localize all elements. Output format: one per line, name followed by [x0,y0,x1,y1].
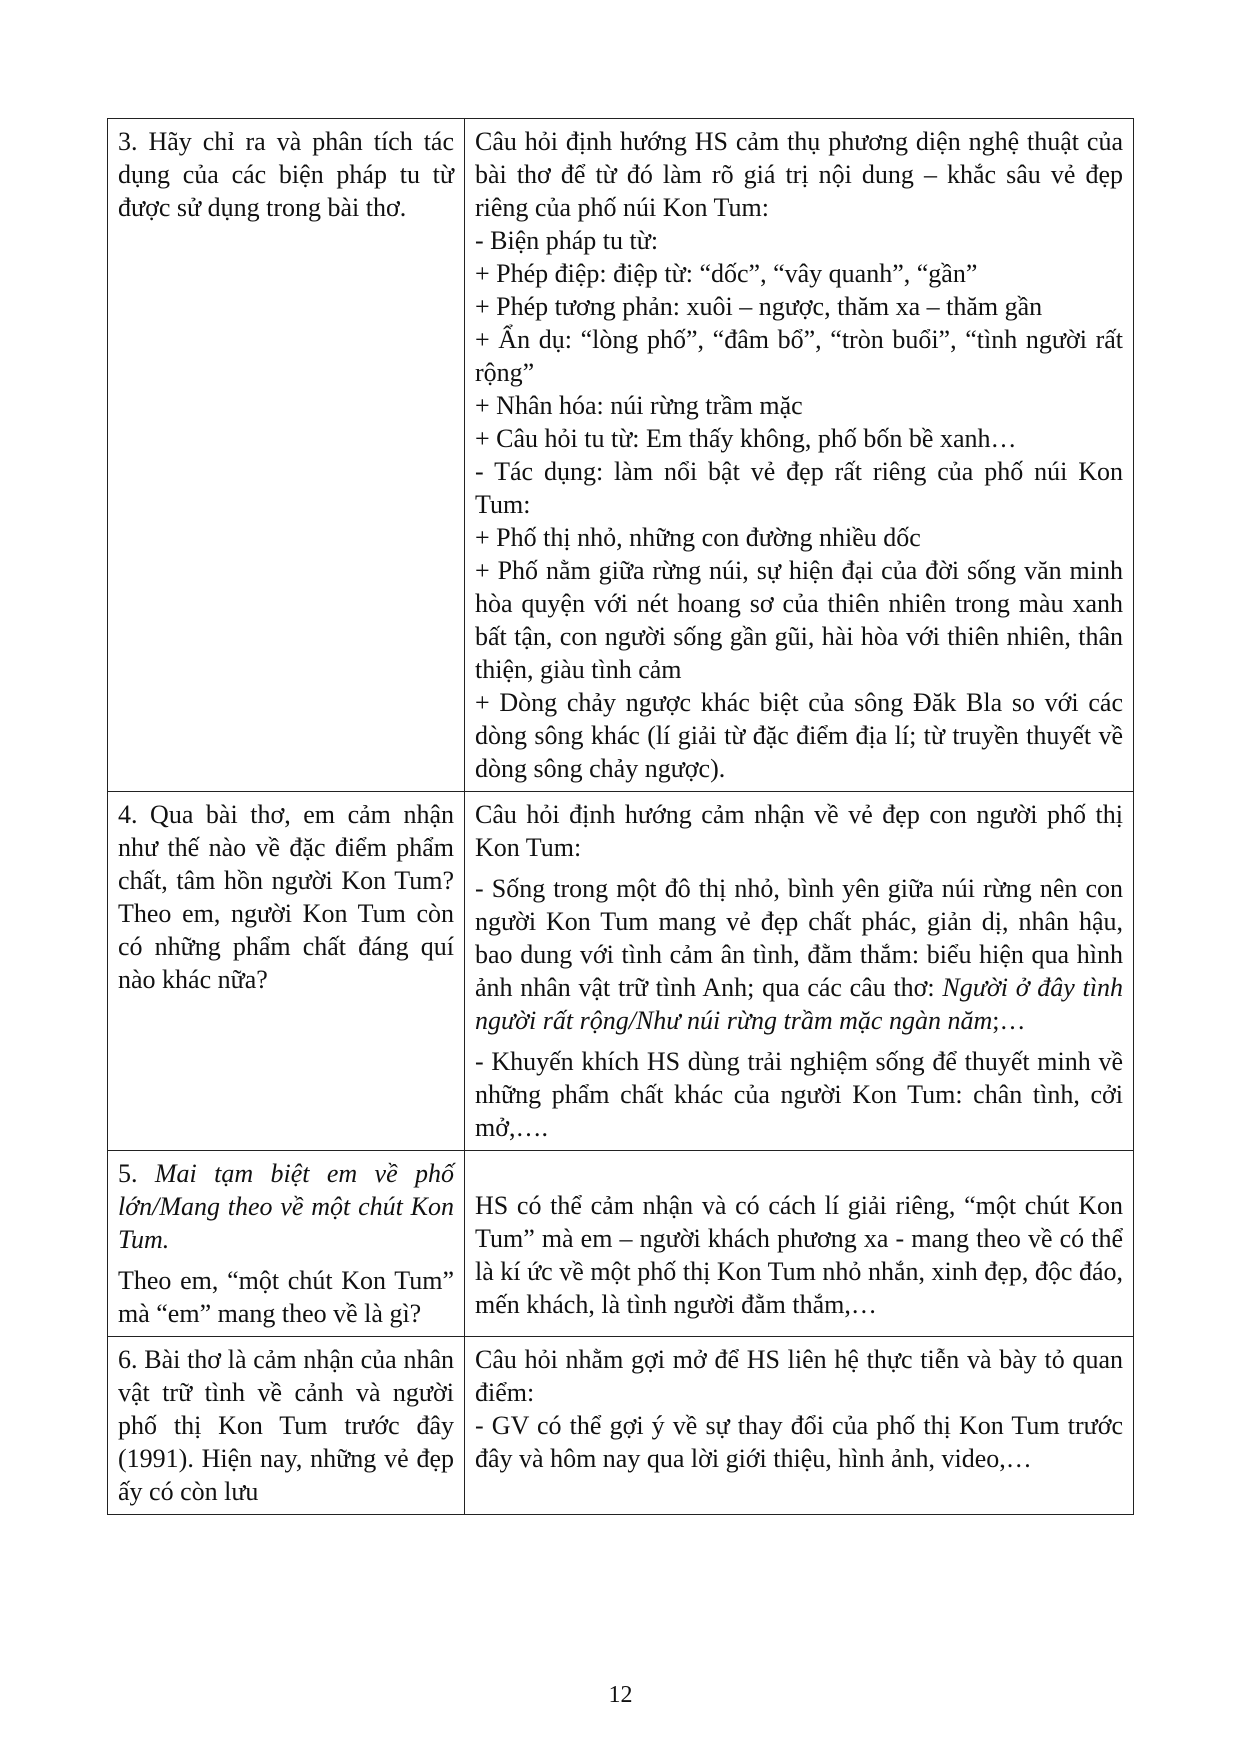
table-row [108,1337,1134,1515]
answer-cell [465,792,1134,1151]
question-cell [108,1151,465,1337]
answer-line: + Nhân hóa: núi rừng trầm mặc [475,391,803,420]
answer-cell [465,1151,1134,1337]
table-row [108,1151,1134,1337]
table-row [108,792,1134,1151]
question-cell [108,1337,465,1515]
answer-line: Câu hỏi định hướng HS cảm thụ phương diện nghệ thuật của bài thơ để từ đó làm rõ giá trị nội dung – khắc sâu vẻ đẹp riêng của phố núi Kon Tum: [475,127,1123,222]
question-text: 3. Hãy chỉ ra và phân tích tác dụng của các biện pháp tu từ được sử dụng trong bài thơ. [118,127,454,222]
answer-quote: Người ở đây tình người rất rộng/Như núi rừng trầm mặc ngàn năm [475,973,1123,1035]
question-cell [108,119,465,792]
question-text: 6. Bài thơ là cảm nhận của nhân vật trữ tình về cảnh và người phố thị Kon Tum trước đây (1991). Hiện nay, những vẻ đẹp ấy có còn lưu [118,1345,454,1506]
answer-line: + Ẩn dụ: “lòng phố”, “đâm bổ”, “tròn buổi”, “tình người rất rộng” [475,325,1123,387]
answer-text-tail: ;… [992,1006,1026,1035]
question-quote: Mai tạm biệt em về phố lớn/Mang theo về một chút Kon Tum. [118,1159,455,1254]
answer-line: Câu hỏi nhằm gợi mở để HS liên hệ thực tiễn và bày tỏ quan điểm: [475,1345,1123,1407]
question-number: 5. [118,1159,138,1188]
answer-cell [465,119,1134,792]
answer-line: - Biện pháp tu từ: [475,226,659,255]
answer-text: - Sống trong một đô thị nhỏ, bình yên giữa núi rừng nên con người Kon Tum mang vẻ đẹp chất phác, giản dị, nhân hậu, bao dung với tình cảm ân tình, đằm thắm: biểu hiện qua hình ảnh nhân vật trữ tình Anh; qua các câu thơ: [475,874,1123,1002]
question-cell [108,792,465,1151]
question-paragraph: Theo em, “một chút Kon Tum” mà “em” mang theo về là gì? [118,1266,454,1328]
answer-line: - GV có thể gợi ý về sự thay đổi của phố thị Kon Tum trước đây và hôm nay qua lời giới thiệu, hình ảnh, video,… [475,1411,1123,1473]
answer-line: + Phép điệp: điệp từ: “dốc”, “vây quanh”, “gần” [475,259,978,288]
answer-line: + Phố thị nhỏ, những con đường nhiều dốc [475,523,921,552]
answer-line: Câu hỏi định hướng cảm nhận về vẻ đẹp con người phố thị Kon Tum: [475,800,1123,862]
question-paragraph [118,1157,454,1256]
answer-line: + Phố nằm giữa rừng núi, sự hiện đại của đời sống văn minh hòa quyện với nét hoang sơ của thiên nhiên trong màu xanh bất tận, con người sống gần gũi, hài hòa với thiên nhiên, thân thiện, giàu tình cảm [475,556,1123,684]
answer-line: + Câu hỏi tu từ: Em thấy không, phố bốn bề xanh… [475,424,1017,453]
answer-text: HS có thể cảm nhận và có cách lí giải riêng, “một chút Kon Tum” mà em – người khách phương xa - mang theo về có thể là kí ức về một phố thị Kon Tum nhỏ nhắn, xinh đẹp, độc đáo, mến khách, là tình người đằm thắm,… [475,1191,1123,1319]
table-row [108,119,1134,792]
answer-line: + Dòng chảy ngược khác biệt của sông Đăk Bla so với các dòng sông khác (lí giải từ đặc điểm địa lí; từ truyền thuyết về dòng sông chảy ngược). [475,688,1123,783]
content-table [107,118,1134,1515]
page-number: 12 [608,1682,633,1708]
answer-paragraph: - Khuyến khích HS dùng trải nghiệm sống để thuyết minh về những phẩm chất khác của người Kon Tum: chân tình, cởi mở,…. [475,1047,1123,1142]
answer-cell [465,1337,1134,1515]
answer-paragraph [475,872,1123,1037]
question-text: 4. Qua bài thơ, em cảm nhận như thế nào về đặc điểm phẩm chất, tâm hồn người Kon Tum? Theo em, người Kon Tum còn có những phẩm chất đáng quí nào khác nữa? [118,800,454,994]
answer-line: - Tác dụng: làm nổi bật vẻ đẹp rất riêng của phố núi Kon Tum: [475,457,1123,519]
answer-line: + Phép tương phản: xuôi – ngược, thăm xa – thăm gần [475,292,1043,321]
